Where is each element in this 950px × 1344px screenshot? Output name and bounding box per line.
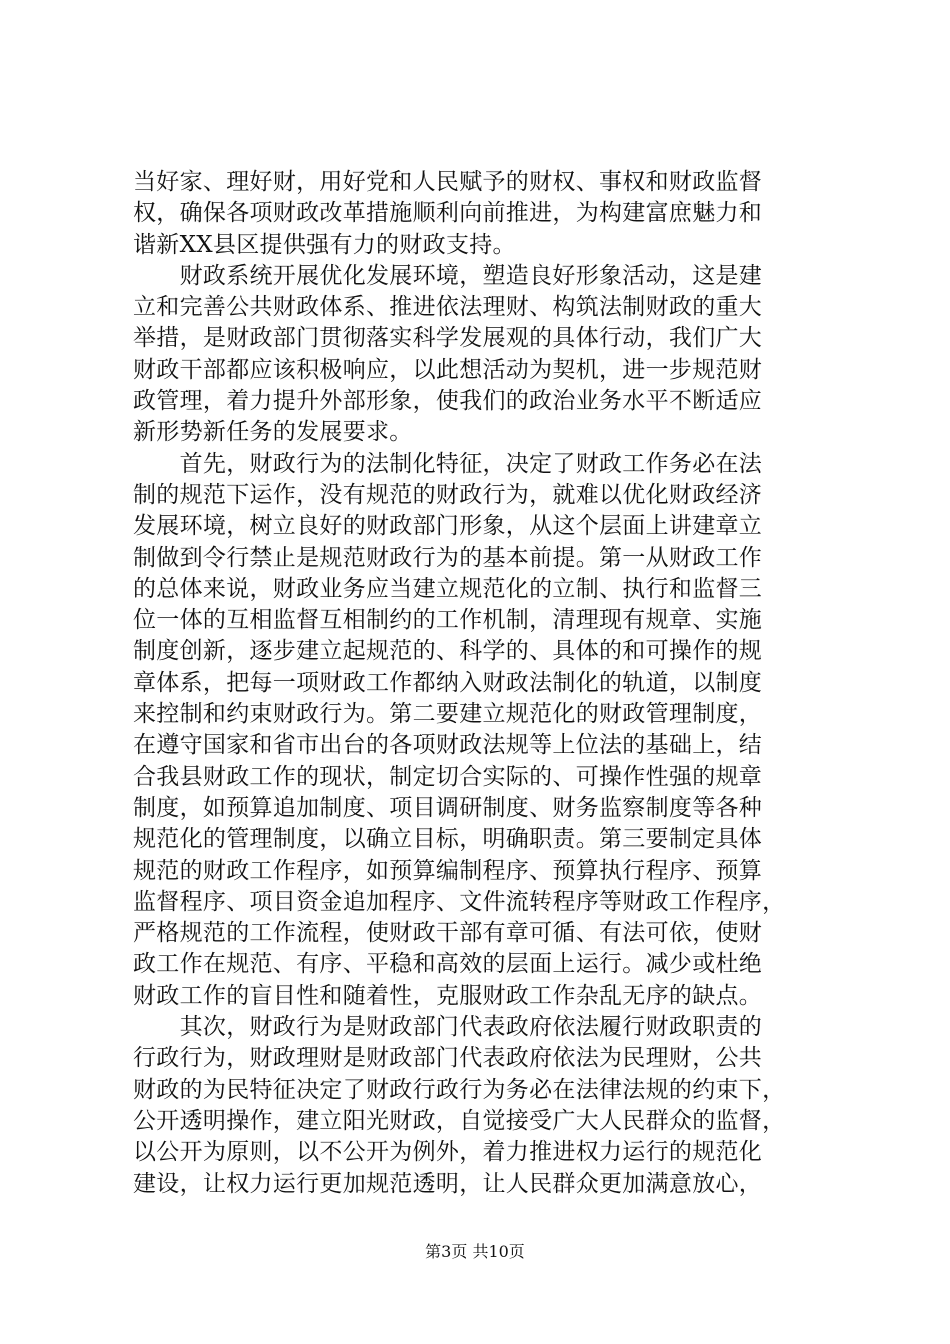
text-line: 行政行为，财政理财是财政部门代表政府依法为民理财，公共 xyxy=(133,1045,763,1072)
text-line: 首先，财政行为的法制化特征，决定了财政工作务必在法 xyxy=(133,450,763,477)
text-line: 严格规范的工作流程，使财政干部有章可循、有法可依，使财 xyxy=(133,920,763,947)
text-line: 新形势新任务的发展要求。 xyxy=(133,419,413,446)
document-body xyxy=(133,167,833,1200)
text-line: 来控制和约束财政行为。第二要建立规范化的财政管理制度， xyxy=(133,701,763,728)
text-line: 公开透明操作，建立阳光财政，自觉接受广大人民群众的监督， xyxy=(133,1107,786,1134)
text-line: 在遵守国家和省市出台的各项财政法规等上位法的基础上，结 xyxy=(133,732,763,759)
text-line: 当好家、理好财，用好党和人民赋予的财权、事权和财政监督 xyxy=(133,169,763,195)
text-line: 的总体来说，财政业务应当建立规范化的立制、执行和监督三 xyxy=(133,575,763,602)
text-line: 谐新XX县区提供强有力的财政支持。 xyxy=(133,231,516,258)
text-line: 制做到令行禁止是规范财政行为的基本前提。第一从财政工作 xyxy=(133,544,763,571)
text-line: 发展环境，树立良好的财政部门形象，从这个层面上讲建章立 xyxy=(133,513,763,540)
text-line: 财政干部都应该积极响应，以此想活动为契机，进一步规范财 xyxy=(133,356,763,383)
text-line: 合我县财政工作的现状，制定切合实际的、可操作性强的规章 xyxy=(133,763,763,790)
text-line: 权，确保各项财政改革措施顺利向前推进，为构建富庶魅力和 xyxy=(133,200,763,227)
text-line: 章体系，把每一项财政工作都纳入财政法制化的轨道，以制度 xyxy=(133,669,763,696)
paragraph xyxy=(133,1012,833,1200)
text-line: 以公开为原则，以不公开为例外，着力推进权力运行的规范化 xyxy=(133,1139,763,1166)
text-line: 制度，如预算追加制度、项目调研制度、财务监察制度等各种 xyxy=(133,794,763,821)
text-line: 举措，是财政部门贯彻落实科学发展观的具体行动，我们广大 xyxy=(133,325,763,352)
text-line: 立和完善公共财政体系、推进依法理财、构筑法制财政的重大 xyxy=(133,294,763,321)
text-line: 财政的为民特征决定了财政行政行为务必在法律法规的约束下， xyxy=(133,1076,786,1103)
text-line: 制度创新，逐步建立起规范的、科学的、具体的和可操作的规 xyxy=(133,638,763,665)
text-line: 财政工作的盲目性和随着性，克服财政工作杂乱无序的缺点。 xyxy=(133,982,763,1009)
text-line: 财政系统开展优化发展环境，塑造良好形象活动，这是建 xyxy=(133,262,763,289)
text-line: 规范的财政工作程序，如预算编制程序、预算执行程序、预算 xyxy=(133,857,763,884)
text-line: 位一体的互相监督互相制约的工作机制，清理现有规章、实施 xyxy=(133,607,763,634)
text-line: 建设，让权力运行更加规范透明，让人民群众更加满意放心， xyxy=(133,1170,763,1197)
paragraph xyxy=(133,167,833,261)
text-line: 政管理，着力提升外部形象，使我们的政治业务水平不断适应 xyxy=(133,388,763,415)
text-line: 制的规范下运作，没有规范的财政行为，就难以优化财政经济 xyxy=(133,481,763,508)
paragraph xyxy=(133,449,833,1012)
page-number-footer: 第3页 共10页 xyxy=(425,1242,525,1261)
text-line: 规范化的管理制度，以确立目标，明确职责。第三要制定具体 xyxy=(133,826,763,853)
paragraph xyxy=(133,261,833,449)
text-line: 监督程序、项目资金追加程序、文件流转程序等财政工作程序， xyxy=(133,888,786,915)
text-line: 其次，财政行为是财政部门代表政府依法履行财政职责的 xyxy=(133,1014,763,1041)
text-line: 政工作在规范、有序、平稳和高效的层面上运行。减少或杜绝 xyxy=(133,951,763,978)
